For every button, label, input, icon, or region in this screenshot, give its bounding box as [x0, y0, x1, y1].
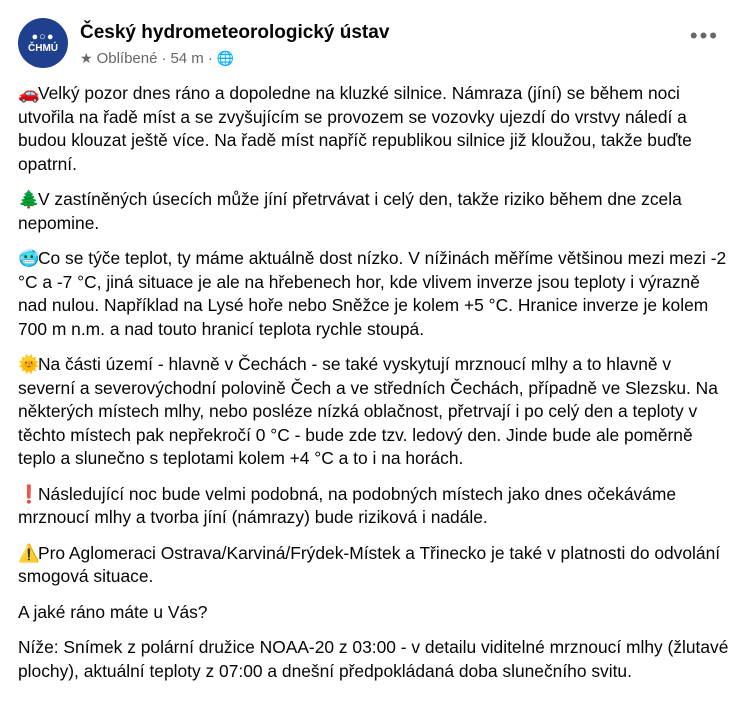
- post-header: [18, 18, 727, 74]
- tree-icon: 🌲: [18, 189, 40, 209]
- meta-separator: ·: [161, 50, 167, 67]
- time-ago[interactable]: 54 m: [170, 50, 204, 67]
- post-meta: [80, 50, 234, 67]
- exclamation-icon: ❗: [18, 483, 40, 504]
- paragraph: ❗Následující noc bude velmi podobná, na podobných místech jako dnes očekáváme mrznoucí mlhy a tvorba jíní (námrazy) bude riziková i nadále.: [18, 483, 677, 527]
- meta-separator-2: ·: [207, 50, 213, 67]
- paragraph: 🥶Co se týče teplot, ty máme aktuálně dost nízko. V nížinách měříme většinou mezi mezi -2 °C a -7 °C, jiná situace je ale na hřebenech hor, kde vlivem inverze jsou teploty i výrazně nad nulou. Například na Lysé hoře nebo Sněžce je kolem +5 °C. Hranice inverze je kolem 700 m n.m. a nad touto hranicí teplota rychle stoupá.: [18, 248, 727, 339]
- paragraph: 🌞Na části území - hlavně v Čechách - se také vyskytují mrznoucí mlhy a to hlavně v severní a severovýchodní polovině Čech a ve středních Čechách, případně ve Slezsku. Na některých místech mlhy, nebo posléze nízká oblačnost, přetrvají i po celý den a teploty v těchto místech pak nepřekročí 0 °C - bude zde tzv. ledový den. Jinde bude ale poměrně teplo a slunečno s teplotami kolem +4 °C a to i na horách.: [18, 354, 718, 468]
- favorite-label: Oblíbené: [96, 50, 158, 67]
- paragraph: 🚗Velký pozor dnes ráno a dopoledne na kluzké silnice. Námraza (jíní) se během noci utvořila na řadě míst a se zvyšujícím se provozem se vozovky ujezdí do vrstvy náledí a budou klouzat ještě více. Na řadě míst napříč republikou silnice již kloužou, takže buďte opatrní.: [18, 83, 692, 174]
- more-options-icon[interactable]: •••: [689, 23, 719, 48]
- logo-dots-icon: ●○●: [31, 30, 55, 43]
- paragraph: Níže: Snímek z polární družice NOAA-20 z 03:00 - v detailu viditelné mrznoucí mlhy (žlutavé plochy), aktuální teploty z 07:00 a dnešní předpokládaná doba slunečního svitu.: [18, 637, 729, 681]
- avatar-text: ČHMÚ: [28, 42, 58, 54]
- post-text: [18, 82, 730, 695]
- globe-icon: 🌐: [216, 50, 235, 66]
- paragraph: ⚠️Pro Aglomeraci Ostrava/Karviná/Frýdek-Místek a Třinecko je také v platnosti do odvolání smogová situace.: [18, 542, 721, 586]
- sun-icon: 🌞: [18, 354, 40, 374]
- paragraph: A jaké ráno máte u Vás?: [18, 601, 208, 622]
- page-name[interactable]: Český hydrometeorologický ústav: [80, 22, 390, 43]
- avatar[interactable]: [18, 18, 68, 68]
- paragraph: 🌲V zastíněných úsecích může jíní přetrvávat i celý den, takže riziko během dne zcela nepomine.: [18, 189, 682, 233]
- car-icon: 🚗: [18, 83, 40, 103]
- warning-icon: ⚠️: [18, 542, 40, 563]
- star-icon: ★: [80, 50, 93, 66]
- cold-face-icon: 🥶: [18, 248, 40, 268]
